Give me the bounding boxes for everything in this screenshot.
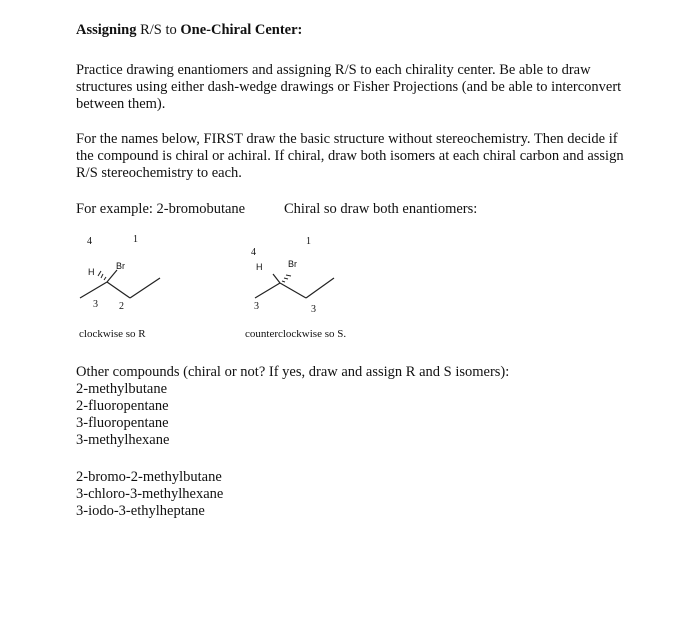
compound-item: 3-chloro-3-methylhexane bbox=[76, 486, 224, 502]
example-note: Chiral so draw both enantiomers: bbox=[284, 201, 478, 217]
instructions-line-3: R/S stereochemistry to each. bbox=[76, 165, 242, 181]
right-caption: counterclockwise so S. bbox=[245, 328, 347, 340]
compound-item: 3-iodo-3-ethylheptane bbox=[76, 503, 205, 519]
bond-c2-c1 bbox=[107, 282, 130, 298]
compound-item: 2-bromo-2-methylbutane bbox=[76, 469, 222, 485]
compound-item: 2-methylbutane bbox=[76, 381, 168, 397]
compound-item: 2-fluoropentane bbox=[76, 398, 169, 414]
bond-c3-c2 bbox=[255, 283, 280, 298]
right-locant-1: 1 bbox=[306, 236, 311, 247]
instructions-line-2: the compound is chiral or achiral. If chiral, draw both isomers at each chiral carbon and assign bbox=[76, 148, 624, 164]
intro-line-1: Practice drawing enantiomers and assigning R/S to each chirality center. Be able to draw bbox=[76, 62, 591, 78]
left-atom-br: Br bbox=[116, 261, 125, 271]
example-label: For example: 2-bromobutane bbox=[76, 201, 246, 217]
bond-c3b-c4 bbox=[306, 278, 334, 298]
compound-item: 3-fluoropentane bbox=[76, 415, 169, 431]
instructions-line-1: For the names below, FIRST draw the basic structure without stereochemistry. Then decide if bbox=[76, 131, 618, 147]
right-atom-h: H bbox=[256, 262, 263, 272]
compound-item: 3-methylhexane bbox=[76, 432, 170, 448]
left-caption: clockwise so R bbox=[79, 328, 146, 340]
left-locant-2: 2 bbox=[119, 301, 124, 312]
left-locant-1: 1 bbox=[133, 234, 138, 245]
bond-c2-h bbox=[273, 274, 280, 283]
bond-c1-c0 bbox=[130, 278, 160, 298]
right-locant-3a: 3 bbox=[254, 301, 259, 312]
right-locant-3b: 3 bbox=[311, 304, 316, 315]
hashed-bond-br bbox=[282, 275, 291, 282]
hashed-bond-h bbox=[98, 271, 106, 280]
right-atom-br: Br bbox=[288, 259, 297, 269]
right-locant-4: 4 bbox=[251, 247, 256, 258]
bond-c3-c2 bbox=[80, 282, 107, 298]
left-locant-3: 3 bbox=[93, 299, 98, 310]
intro-line-2: structures using either dash-wedge drawings or Fisher Projections (and be able to interconvert bbox=[76, 79, 622, 95]
intro-line-3: between them). bbox=[76, 96, 166, 112]
bond-c2-br bbox=[107, 270, 117, 282]
left-atom-h: H bbox=[88, 267, 95, 277]
page-title: Assigning R/S to One-Chiral Center: bbox=[76, 22, 303, 38]
bond-c2-c3b bbox=[280, 283, 306, 298]
left-locant-4: 4 bbox=[87, 236, 92, 247]
other-heading: Other compounds (chiral or not? If yes, draw and assign R and S isomers): bbox=[76, 364, 510, 380]
